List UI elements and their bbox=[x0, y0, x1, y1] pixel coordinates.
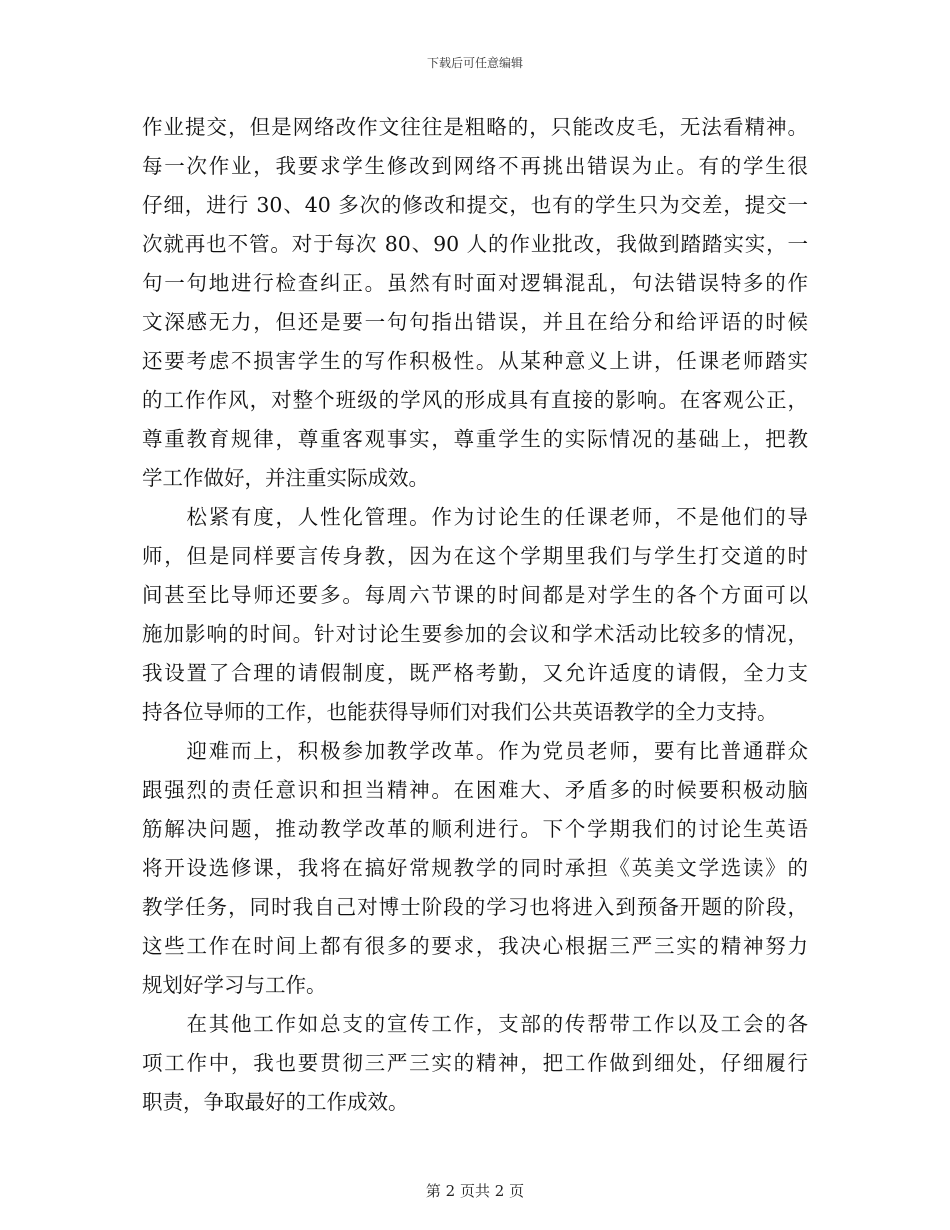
text-line: 规划好学习与工作。 bbox=[142, 973, 327, 997]
paragraph bbox=[142, 108, 808, 498]
text-line: 句一句地进行检查纠正。虽然有时面对逻辑混乱，句法错误特多的作 bbox=[142, 271, 808, 295]
text-line: 在其他工作如总支的宣传工作，支部的传帮带工作以及工会的各 bbox=[142, 1012, 808, 1036]
document-body bbox=[142, 108, 808, 1122]
text-line: 每一次作业，我要求学生修改到网络不再挑出错误为止。有的学生很 bbox=[142, 154, 808, 178]
text-line: 这些工作在时间上都有很多的要求，我决心根据三严三实的精神努力 bbox=[142, 934, 808, 958]
text-line: 师，但是同样要言传身教，因为在这个学期里我们与学生打交道的时 bbox=[142, 544, 808, 568]
text-line: 还要考虑不损害学生的写作积极性。从某种意义上讲，任课老师踏实 bbox=[142, 349, 808, 373]
text-line: 持各位导师的工作，也能获得导师们对我们公共英语教学的全力支持。 bbox=[142, 700, 778, 724]
page-header: 下载后可任意编辑 bbox=[426, 56, 523, 70]
text-line: 的工作作风，对整个班级的学风的形成具有直接的影响。在客观公正， bbox=[142, 388, 808, 412]
text-line: 松紧有度，人性化管理。作为讨论生的任课老师，不是他们的导 bbox=[142, 505, 808, 529]
text-line: 跟强烈的责任意识和担当精神。在困难大、矛盾多的时候要积极动脑 bbox=[142, 778, 808, 802]
text-line: 职责，争取最好的工作成效。 bbox=[142, 1090, 409, 1114]
text-line: 尊重教育规律，尊重客观事实，尊重学生的实际情况的基础上，把教 bbox=[142, 427, 808, 451]
text-line: 学工作做好，并注重实际成效。 bbox=[142, 466, 429, 490]
text-line: 我设置了合理的请假制度，既严格考勤，又允许适度的请假，全力支 bbox=[142, 661, 808, 685]
page-footer: 第 2 页共 2 页 bbox=[425, 1182, 525, 1200]
text-line: 将开设选修课，我将在搞好常规教学的同时承担《英美文学选读》的 bbox=[142, 856, 808, 880]
text-line: 迎难而上，积极参加教学改革。作为党员老师，要有比普通群众 bbox=[142, 739, 808, 763]
text-line: 筋解决问题，推动教学改革的顺利进行。下个学期我们的讨论生英语 bbox=[142, 817, 808, 841]
text-line: 次就再也不管。对于每次 80、90 人的作业批改，我做到踏踏实实，一 bbox=[142, 232, 808, 256]
paragraph bbox=[142, 498, 808, 732]
text-line: 作业提交，但是网络改作文往往是粗略的，只能改皮毛，无法看精神。 bbox=[142, 115, 808, 139]
text-line: 仔细，进行 30、40 多次的修改和提交，也有的学生只为交差，提交一 bbox=[142, 193, 808, 217]
text-line: 施加影响的时间。针对讨论生要参加的会议和学术活动比较多的情况， bbox=[142, 622, 808, 646]
text-line: 教学任务，同时我自己对博士阶段的学习也将进入到预备开题的阶段， bbox=[142, 895, 808, 919]
text-line: 文深感无力，但还是要一句句指出错误，并且在给分和给评语的时候 bbox=[142, 310, 808, 334]
text-line: 间甚至比导师还要多。每周六节课的时间都是对学生的各个方面可以 bbox=[142, 583, 808, 607]
text-line: 项工作中，我也要贯彻三严三实的精神，把工作做到细处，仔细履行 bbox=[142, 1051, 808, 1075]
paragraph bbox=[142, 732, 808, 1005]
paragraph bbox=[142, 1005, 808, 1122]
